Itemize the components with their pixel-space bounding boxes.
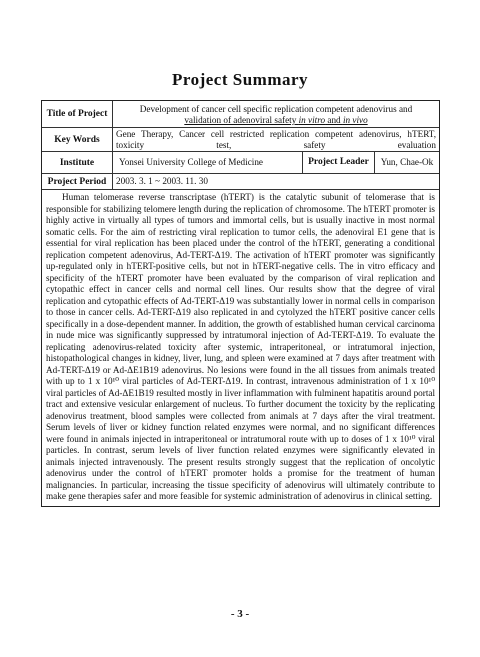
summary-table xyxy=(41,100,440,507)
project-title-line1: Development of cancer cell specific replication competent adenovirus and xyxy=(139,104,413,114)
institute-cells xyxy=(113,152,439,173)
leader-label: Project Leader xyxy=(303,152,375,173)
period-label: Project Period xyxy=(42,174,113,189)
title-label: Title of Project xyxy=(42,101,113,127)
title-italic-part: in vivo xyxy=(342,115,368,125)
abstract xyxy=(42,190,439,506)
title-text-part: and xyxy=(325,115,343,125)
title-row xyxy=(42,101,439,128)
project-title xyxy=(113,101,439,127)
institute-value: Yonsei University College of Medicine xyxy=(113,152,303,173)
institute-label: Institute xyxy=(42,152,113,173)
title-italic-part: in vitro xyxy=(298,115,326,125)
keywords-row xyxy=(42,128,439,152)
period-value: 2003. 3. 1 ~ 2003. 11. 30 xyxy=(116,176,208,186)
page-number: - 3 - xyxy=(230,608,250,620)
abstract-text: Human telomerase reverse transcriptase (hTERT) is the catalytic subunit of telomerase that is responsible for stabilizing telomere length during the replication of chromosome. The hTERT promoter is highly active in virtually all types of tumors and immortal cells, but is usually inactive in most normal somatic cells. For the aim of restricting viral replication to tumor cells, the adenoviral E1 gene that is essential for viral replication has been placed under the control of the hTERT, generating a conditional replication competent adenovirus, Ad-TERT-Δ19. The activation of hTERT promoter was significantly up-regulated only in hTERT-positive cells, but not in hTERT-negative cells. The in vitro efficacy and specificity of the hTERT promoter have been evaluated by the comparison of viral replication and cytopathic effect in cancer cells and normal cell lines. Our results show that the degree of viral replication and cytopathic effects of Ad-TERT-Δ19 was substantially lower in normal cells in comparison to those in cancer cells. Ad-TERT-Δ19 also replicated in and cytolyzed the hTERT positive cancer cells specifically in a dose-dependent manner. In addition, the growth of established human cervical carcinoma in nude mice was significantly suppressed by intratumoral injection of Ad-TERT-Δ19. To evaluate the replicating adenovirus-related toxicity after systemic, intraperitoneal, or intratumoral injection, histopathological changes in kidney, liver, lung, and spleen were examined at 7 days after treatment with Ad-TERT-Δ19 or Ad-ΔE1B19 adenovirus. No lesions were found in the all tissues from animals treated with up to 1 x 10¹⁰ viral particles of Ad-TERT-Δ19. In contrast, intravenous administration of 1 x 10¹⁰ viral particles of Ad-ΔE1B19 resulted mostly in liver inflammation with fulminent hapatitis around portal tract and extensive vesicular enlargement of nucleus. To further document the toxicity by the replicating adenovirus treatment, blood samples were collected from animals at 7 days after the viral treatment. Serum levels of liver or kidney function related enzymes were normal, and no significant differences were found in animals injected in intraperitoneal or intratumoral route with up to doses of 1 x 10¹⁰ viral particles. In contrast, serum levels of liver function related enzymes were significantly elevated in animals injected intravenously. The present results strongly suggest that the replication of oncolytic adenovirus under the control of hTERT promoter holds a promise for the treatment of human malignancies. In particular, increasing the tissue specificity of adenovirus will ultimately contribute to make gene therapies safer and more feasible for systemic administration of adenovirus in clinical setting. xyxy=(46,192,435,501)
leader-value: Yun, Chae-Ok xyxy=(380,157,434,167)
project-title-line2 xyxy=(116,115,436,126)
institute-row xyxy=(42,152,439,174)
period-row xyxy=(42,174,439,190)
keywords-label: Key Words xyxy=(42,128,113,151)
page-title: Project Summary xyxy=(171,70,309,89)
title-text-part: validation of adenoviral safety xyxy=(184,115,299,125)
keywords-value: Gene Therapy, Cancer cell restricted replication competent adenovirus, hTERT, toxicity test, safety evaluation xyxy=(116,129,436,150)
